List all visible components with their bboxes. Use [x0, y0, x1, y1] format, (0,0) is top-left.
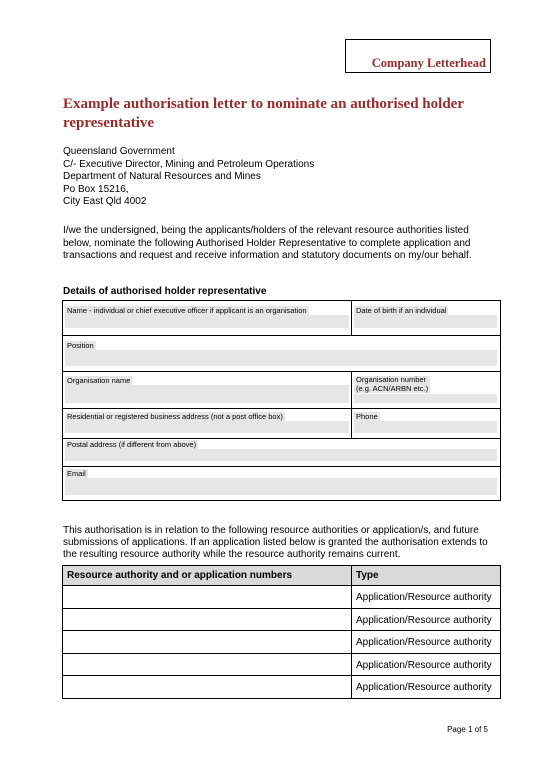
address-line: C/- Executive Director, Mining and Petroleum Operations	[63, 158, 315, 170]
divider	[351, 301, 352, 335]
table-header-row	[63, 566, 501, 586]
table-row	[63, 676, 501, 699]
column-header-type: Type	[352, 566, 501, 586]
divider	[351, 371, 352, 408]
letterhead-box	[345, 39, 491, 73]
intro-paragraph: I/we the undersigned, being the applicants/holders of the relevant resource authorities listed below, nominate the following Authorised Holder Representative to complete application and transactions and request and receive information and statutory documents on my/our behalf.	[63, 225, 472, 262]
authority-number-cell[interactable]	[63, 608, 352, 631]
column-header-numbers: Resource authority and or application numbers	[63, 566, 352, 586]
type-cell: Application/Resource authority	[352, 586, 501, 609]
org-number-label-line: Organisation number	[356, 375, 427, 384]
address-line: City East Qld 4002	[63, 196, 147, 208]
phone-field[interactable]	[354, 421, 497, 433]
address-line: Po Box 15216,	[63, 183, 129, 195]
position-label: Position	[67, 341, 94, 350]
address-line: Queensland Government	[63, 146, 175, 157]
type-cell: Application/Resource authority	[352, 631, 501, 654]
name-field[interactable]	[65, 315, 349, 328]
details-heading: Details of authorised holder representative	[63, 286, 267, 297]
authority-number-cell[interactable]	[63, 676, 352, 699]
divider	[63, 466, 500, 467]
authority-number-cell[interactable]	[63, 653, 352, 676]
dob-field[interactable]	[354, 315, 497, 328]
table-row	[63, 586, 501, 609]
type-cell: Application/Resource authority	[352, 653, 501, 676]
divider	[63, 371, 500, 372]
postal-address-label: Postal address (if different from above)	[67, 440, 197, 449]
type-cell: Application/Resource authority	[352, 608, 501, 631]
org-name-field[interactable]	[65, 385, 349, 403]
position-field[interactable]	[65, 350, 497, 366]
details-form	[62, 300, 501, 501]
name-label: Name - individual or chief executive officer if applicant is an organisation	[67, 306, 307, 315]
authority-number-cell[interactable]	[63, 631, 352, 654]
email-field[interactable]	[65, 478, 497, 495]
recipient-address	[63, 146, 314, 209]
phone-label: Phone	[356, 412, 378, 421]
resource-authority-table	[62, 565, 501, 699]
residential-address-field[interactable]	[65, 421, 349, 433]
type-cell: Application/Resource authority	[352, 676, 501, 699]
postal-address-field[interactable]	[65, 449, 497, 461]
residential-address-label: Residential or registered business address (not a post office box)	[67, 412, 283, 421]
table-row	[63, 653, 501, 676]
table-row	[63, 631, 501, 654]
email-label: Email	[67, 469, 86, 478]
authorisation-paragraph: This authorisation is in relation to the following resource authorities or application/s, and future submissions of applications. If an application listed below is granted the authorisation extends to the resulting resource authority while the resource authority remains current.	[63, 525, 488, 560]
org-number-label-line: (e.g. ACN/ARBN etc.)	[356, 383, 429, 393]
divider	[63, 408, 500, 409]
table-row	[63, 608, 501, 631]
divider	[63, 438, 500, 439]
org-number-label	[354, 376, 430, 393]
divider	[351, 408, 352, 438]
authority-number-cell[interactable]	[63, 586, 352, 609]
divider	[63, 335, 500, 336]
address-line: Department of Natural Resources and Mines	[63, 171, 261, 183]
org-name-label: Organisation name	[67, 376, 131, 385]
page-number: Page 1 of 5	[447, 725, 488, 734]
org-number-field[interactable]	[354, 394, 497, 403]
document-title: Example authorisation letter to nominate an authorised holder representative	[63, 96, 464, 131]
dob-label: Date of birth if an individual	[356, 306, 447, 315]
letterhead-label: Company Letterhead	[371, 56, 486, 70]
